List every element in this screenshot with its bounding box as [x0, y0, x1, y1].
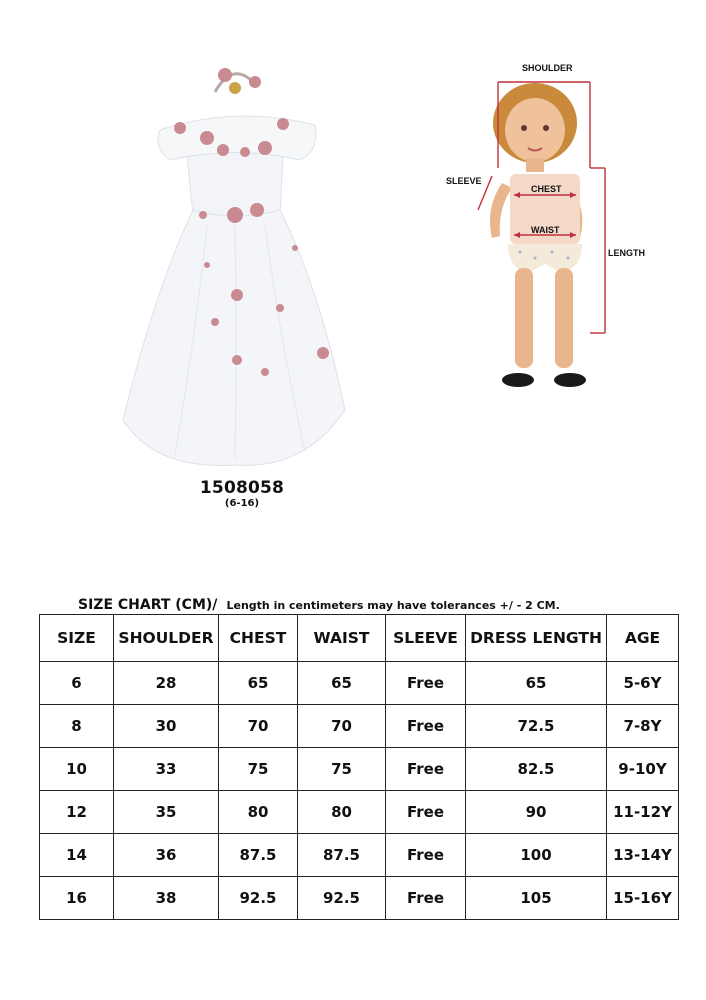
cell-sleeve: Free [386, 791, 466, 834]
cell-dress-length: 100 [466, 834, 607, 877]
cell-shoulder: 28 [114, 662, 219, 705]
cell-shoulder: 33 [114, 748, 219, 791]
cell-waist: 75 [298, 748, 386, 791]
table-row [40, 834, 679, 877]
size-chart-note: Length in centimeters may have tolerances +/ - 2 CM. [226, 599, 560, 612]
cell-sleeve: Free [386, 834, 466, 877]
label-waist: WAIST [531, 225, 560, 235]
size-chart-title: SIZE CHART (CM)/ [78, 597, 218, 613]
label-shoulder: SHOULDER [522, 63, 573, 73]
column-header-size: SIZE [40, 615, 114, 662]
column-header-waist: WAIST [298, 615, 386, 662]
cell-chest: 65 [219, 662, 298, 705]
cell-shoulder: 30 [114, 705, 219, 748]
cell-size: 14 [40, 834, 114, 877]
cell-age: 11-12Y [607, 791, 679, 834]
table-row [40, 662, 679, 705]
cell-age: 9-10Y [607, 748, 679, 791]
cell-size: 12 [40, 791, 114, 834]
size-range: (6-16) [224, 498, 260, 509]
table-row [40, 748, 679, 791]
cell-shoulder: 35 [114, 791, 219, 834]
cell-sleeve: Free [386, 662, 466, 705]
cell-chest: 70 [219, 705, 298, 748]
table-row [40, 705, 679, 748]
cell-size: 16 [40, 877, 114, 920]
cell-waist: 65 [298, 662, 386, 705]
dress-image [115, 60, 355, 470]
label-length: LENGTH [608, 248, 645, 258]
cell-size: 6 [40, 662, 114, 705]
cell-waist: 80 [298, 791, 386, 834]
cell-shoulder: 38 [114, 877, 219, 920]
cell-sleeve: Free [386, 877, 466, 920]
label-chest: CHEST [531, 184, 562, 194]
cell-chest: 92.5 [219, 877, 298, 920]
cell-dress-length: 72.5 [466, 705, 607, 748]
cell-waist: 92.5 [298, 877, 386, 920]
cell-dress-length: 105 [466, 877, 607, 920]
column-header-sleeve: SLEEVE [386, 615, 466, 662]
cell-dress-length: 65 [466, 662, 607, 705]
column-header-dress-length: DRESS LENGTH [466, 615, 607, 662]
cell-shoulder: 36 [114, 834, 219, 877]
measurement-diagram [440, 58, 660, 398]
cell-waist: 87.5 [298, 834, 386, 877]
column-header-age: AGE [607, 615, 679, 662]
cell-dress-length: 90 [466, 791, 607, 834]
column-header-shoulder: SHOULDER [114, 615, 219, 662]
cell-chest: 80 [219, 791, 298, 834]
size-chart-heading [78, 594, 560, 613]
cell-chest: 87.5 [219, 834, 298, 877]
cell-sleeve: Free [386, 705, 466, 748]
cell-age: 13-14Y [607, 834, 679, 877]
size-chart-table [39, 614, 679, 920]
cell-size: 8 [40, 705, 114, 748]
cell-age: 7-8Y [607, 705, 679, 748]
table-header-row [40, 615, 679, 662]
face-shape [505, 98, 565, 162]
cell-age: 5-6Y [607, 662, 679, 705]
cell-waist: 70 [298, 705, 386, 748]
cell-age: 15-16Y [607, 877, 679, 920]
table-row [40, 877, 679, 920]
table-row [40, 791, 679, 834]
cell-dress-length: 82.5 [466, 748, 607, 791]
label-sleeve: SLEEVE [446, 176, 482, 186]
cell-sleeve: Free [386, 748, 466, 791]
cell-size: 10 [40, 748, 114, 791]
product-code: 1508058 [199, 478, 285, 498]
cell-chest: 75 [219, 748, 298, 791]
column-header-chest: CHEST [219, 615, 298, 662]
